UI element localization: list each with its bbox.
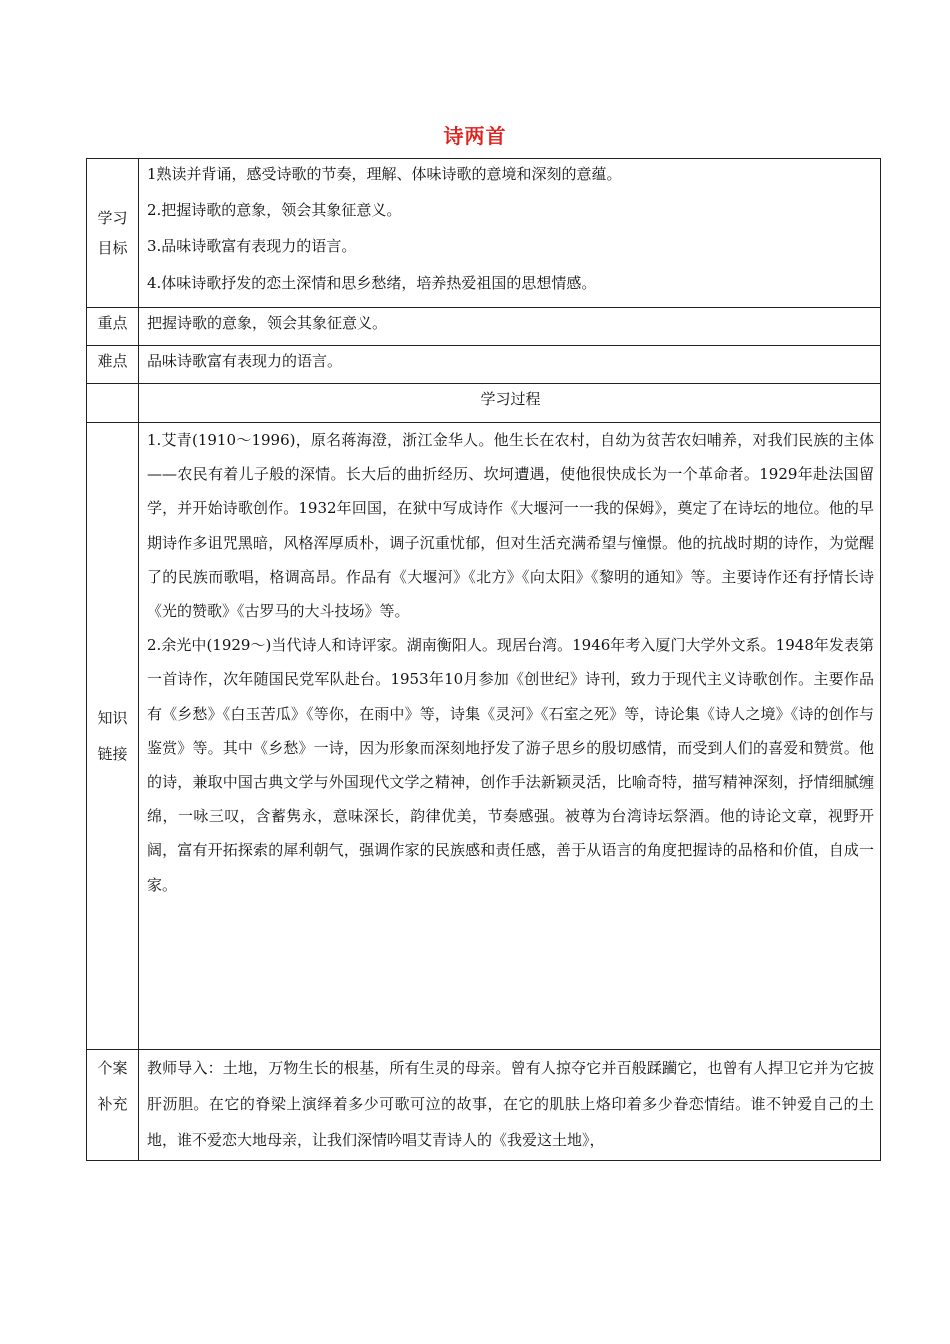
objectives-content bbox=[139, 159, 881, 308]
knowledge-paragraph-yuguangzhong: 2.余光中(1929～)当代诗人和诗评家。湖南衡阳人。现居台湾。1946年考入厦门大学外文系。1948年发表第一首诗作，次年随国民党军队赴台。1953年10月参加《创世纪》诗刊，致力于现代主义诗歌创作。主要作品有《乡愁》《白玉苦瓜》《等你，在雨中》等，诗集《灵河》《石室之死》等，诗论集《诗人之境》《诗的创作与鉴赏》等。其中《乡愁》一诗，因为形象而深刻地抒发了游子思乡的殷切感情，而受到人们的喜爱和赞赏。他的诗，兼取中国古典文学与外国现代文学之精神，创作手法新颖灵活，比喻奇特，描写精神深刻，抒情细腻缠绵，一咏三叹，含蓄隽永，意味深长，韵律优美，节奏感强。被尊为台湾诗坛祭酒。他的诗论文章，视野开阔，富有开拓探索的犀利朝气，强调作家的民族感和责任感，善于从语言的角度把握诗的品格和价值，自成一家。 bbox=[147, 636, 874, 894]
key-point-text: 把握诗歌的意象，领会其象征意义。 bbox=[139, 308, 881, 346]
objective-item: 2.把握诗歌的意象，领会其象征意义。 bbox=[147, 201, 402, 219]
page-title: 诗两首 bbox=[443, 124, 507, 148]
objectives-row bbox=[87, 159, 881, 308]
supplement-label-line1: 个案 bbox=[97, 1059, 128, 1077]
supplement-text: 教师导入：土地，万物生长的根基，所有生灵的母亲。曾有人掠夺它并百般蹂躏它，也曾有人捍卫它并为它披肝沥胆。在它的脊梁上演绎着多少可歌可泣的故事，在它的肌肤上烙印着多少眷恋情结。谁不钟爱自己的土地，谁不爱恋大地母亲，让我们深情吟唱艾青诗人的《我爱这土地》， bbox=[147, 1059, 874, 1149]
objectives-label bbox=[87, 159, 139, 308]
difficulty-label: 难点 bbox=[87, 346, 139, 384]
key-point-row bbox=[87, 308, 881, 346]
objective-item: 4.体味诗歌抒发的恋土深情和思乡愁绪，培养热爱祖国的思想情感。 bbox=[147, 274, 597, 292]
objectives-label-line1: 学习 bbox=[97, 209, 128, 227]
key-point-label: 重点 bbox=[87, 308, 139, 346]
process-empty-cell bbox=[87, 384, 139, 423]
process-row bbox=[87, 384, 881, 423]
supplement-content bbox=[139, 1050, 881, 1161]
supplement-label bbox=[87, 1050, 139, 1161]
lesson-plan-table bbox=[86, 158, 881, 1161]
difficulty-text: 品味诗歌富有表现力的语言。 bbox=[139, 346, 881, 384]
supplement-label-line2: 补充 bbox=[97, 1095, 128, 1113]
process-heading: 学习过程 bbox=[139, 384, 881, 423]
supplement-row bbox=[87, 1050, 881, 1161]
knowledge-paragraph-aiqing: 1.艾青(1910～1996)，原名蒋海澄，浙江金华人。他生长在农村，自幼为贫苦农妇哺养，对我们民族的主体——农民有着儿子般的深情。长大后的曲折经历、坎坷遭遇，使他很快成长为一个革命者。1929年赴法国留学，并开始诗歌创作。1932年回国，在狱中写成诗作《大堰河一一我的保姆》，奠定了在诗坛的地位。他的早期诗作多诅咒黑暗，风格浑厚质朴，调子沉重忧郁，但对生活充满希望与憧憬。他的抗战时期的诗作，为觉醒了的民族而歌唱，格调高昂。作品有《大堰河》《北方》《向太阳》《黎明的通知》等。主要诗作还有抒情长诗《光的赞歌》《古罗马的大斗技场》等。 bbox=[147, 431, 874, 621]
knowledge-label bbox=[87, 423, 139, 1050]
objective-item: 3.品味诗歌富有表现力的语言。 bbox=[147, 237, 357, 255]
knowledge-label-line1: 知识 bbox=[97, 709, 128, 727]
knowledge-label-line2: 链接 bbox=[97, 745, 128, 763]
knowledge-content bbox=[139, 423, 881, 1050]
difficulty-row bbox=[87, 346, 881, 384]
objectives-label-line2: 目标 bbox=[97, 239, 128, 257]
objective-item: 1熟读并背诵，感受诗歌的节奏，理解、体味诗歌的意境和深刻的意蕴。 bbox=[147, 165, 622, 183]
knowledge-row bbox=[87, 423, 881, 1050]
